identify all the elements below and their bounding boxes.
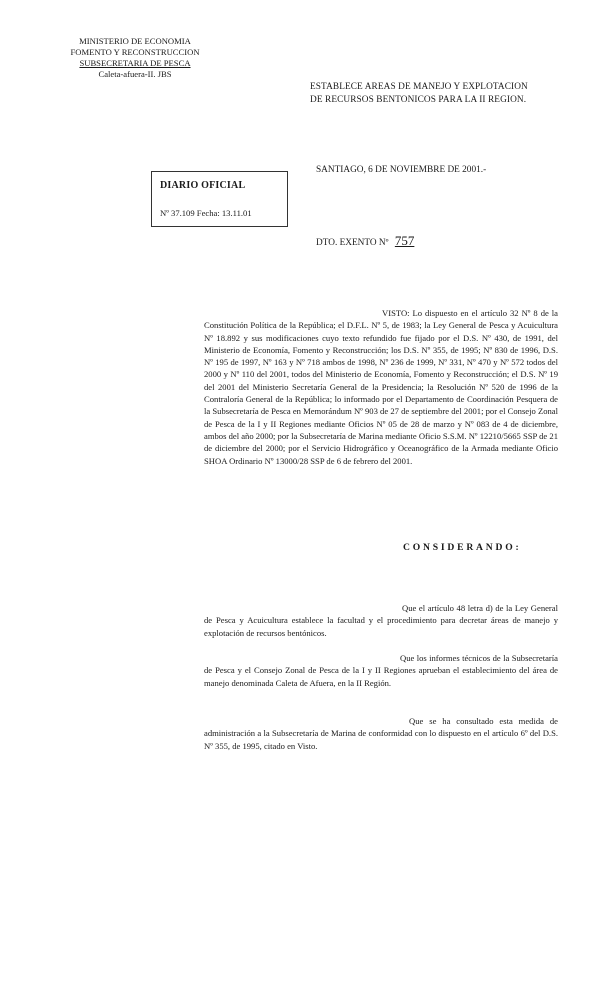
title-line-2: DE RECURSOS BENTONICOS PARA LA II REGION. [310,95,527,105]
decree-label: DTO. EXENTO Nº [316,238,389,248]
ministry-line-1: MINISTERIO DE ECONOMIA [79,36,191,46]
diario-oficial-heading: DIARIO OFICIAL [160,180,246,191]
issuing-organization-block [60,36,210,80]
considerando-paragraph-2: Que los informes técnicos de la Subsecretaría de Pesca y el Consejo Zonal de Pesca de la I y II Regiones aprueban el establecimiento del área de manejo denominada Caleta de Afuera, en la II Región. [204,653,558,688]
document-title [310,81,570,107]
decree-number-line [316,233,414,249]
considerando-paragraph-1: Que el artículo 48 letra d) de la Ley General de Pesca y Acuicultura establece la facultad y el procedimiento para decretar áreas de manejo y explotación de recursos bentónicos. [204,603,558,638]
considerando-paragraph-3: Que se ha consultado esta medida de administración a la Subsecretaría de Marina de conformidad con lo dispuesto en el artículo 6º del D.S. Nº 355, de 1995, citado en Visto. [204,716,558,751]
ministry-line-2: FOMENTO Y RECONSTRUCCION [70,47,200,57]
decree-number: 757 [394,233,415,248]
title-line-1: ESTABLECE AREAS DE MANEJO Y EXPLOTACION [310,82,528,92]
subsecretaria-line: SUBSECRETARIA DE PESCA [79,58,191,68]
considerando-heading: CONSIDERANDO: [403,542,522,553]
reference-code: Caleta-afuera-II. JBS [98,69,172,79]
diario-oficial-number-date: Nº 37.109 Fecha: 13.11.01 [160,208,252,218]
visto-paragraph: VISTO: Lo dispuesto en el artículo 32 Nº 8 de la Constitución Política de la República; el D.F.L. Nº 5, de 1983; la Ley General de Pesca y Acuicultura Nº 18.892 y sus modificaciones cuyo texto refundido fue fijado por el D.S. Nº 430, de 1991, del Ministerio de Economía, Fomento y Reconstrucción; los D.S. Nº 355, de 1995; Nº 830 de 1996, D.S. Nº 195 de 1997, Nº 163 y Nº 718 ambos de 1998, Nº 236 de 1999, Nº 331, Nº 470 y Nº 572 todos del 2000 y Nº 110 del 2001, todos del Ministerio de Economía, Fomento y Reconstrucción; el D.S. Nº 19 del 2001 del Ministerio Secretaría General de la Presidencia; la Resolución Nº 520 de 1996 de la Contraloría General de la República; lo informado por el Departamento de Coordinación Pesquera de la Subsecretaría de Pesca en Memorándum Nº 903 de 27 de septiembre del 2001; por el Consejo Zonal de Pesca de la I y II Regiones mediante Oficios Nº 05 de 28 de marzo y Nº 083 de 4 de diciembre, ambos del año 2000; por la Subsecretaría de Marina mediante Oficio S.S.M. Nº 12210/5665 SSP de 21 de diciembre del 2000; por el Servicio Hidrográfico y Oceanográfico de la Armada mediante Oficio SHOA Ordinario Nº 13000/28 SSP de 6 de febrero del 2001. [204,308,558,466]
diario-oficial-box [151,171,288,227]
date-line: SANTIAGO, 6 DE NOVIEMBRE DE 2001.- [316,165,487,175]
